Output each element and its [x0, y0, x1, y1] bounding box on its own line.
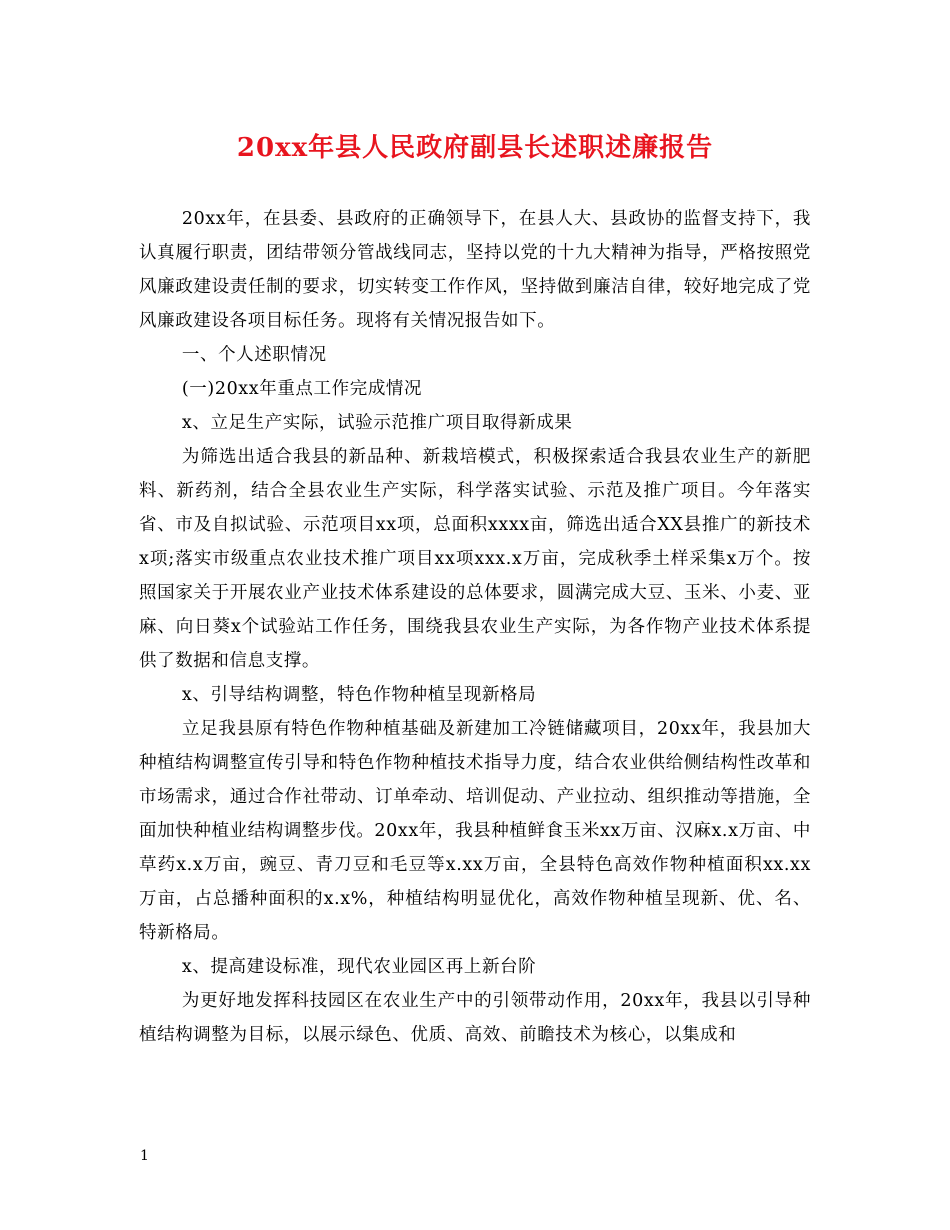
item-heading: x、引导结构调整，特色作物种植呈现新格局 — [181, 685, 537, 705]
document-body — [139, 202, 811, 1052]
item-heading: x、提高建设标准，现代农业园区再上新台阶 — [181, 957, 537, 977]
body-paragraph: 为更好地发挥科技园区在农业生产中的引领带动作用，20xx年，我县以引导种植结构调整为目标，以展示绿色、优质、高效、前瞻技术为核心，以集成和 — [139, 991, 811, 1045]
page-title: 20xx年县人民政府副县长述职述廉报告 — [236, 133, 714, 163]
body-paragraph: 立足我县原有特色作物种植基础及新建加工冷链储藏项目，20xx年，我县加大种植结构调整宣传引导和特色作物种植技术指导力度，结合农业供给侧结构性改革和市场需求，通过合作社带动、订单牵动、培训促动、产业拉动、组织推动等措施，全面加快种植业结构调整步伐。20xx年，我县种植鲜食玉米xx万亩、汉麻x.x万亩、中草药x.x万亩，豌豆、青刀豆和毛豆等x.xx万亩，全县特色高效作物种植面积xx.xx万亩，占总播种面积的x.x%，种植结构明显优化，高效作物种植呈现新、优、名、特新格局。 — [139, 719, 811, 943]
subsection-heading: (一)20xx年重点工作完成情况 — [181, 379, 423, 399]
intro-paragraph: 20xx年，在县委、县政府的正确领导下，在县人大、县政协的监督支持下，我认真履行职责，团结带领分管战线同志，坚持以党的十九大精神为指导，严格按照党风廉政建设责任制的要求，切实转变工作作风，坚持做到廉洁自律，较好地完成了党风廉政建设各项目标任务。现将有关情况报告如下。 — [139, 209, 811, 331]
page-number: 1 — [140, 1148, 149, 1164]
body-paragraph: 为筛选出适合我县的新品种、新栽培模式，积极探索适合我县农业生产的新肥料、新药剂，结合全县农业生产实际，科学落实试验、示范及推广项目。今年落实省、市及自拟试验、示范项目xx项，总面积xxxx亩，筛选出适合XX县推广的新技术x项;落实市级重点农业技术推广项目xx项xxx.x万亩，完成秋季土样采集x万个。按照国家关于开展农业产业技术体系建设的总体要求，圆满完成大豆、玉米、小麦、亚麻、向日葵x个试验站工作任务，围绕我县农业生产实际，为各作物产业技术体系提供了数据和信息支撑。 — [139, 447, 811, 671]
item-heading: x、立足生产实际，试验示范推广项目取得新成果 — [181, 413, 573, 433]
section-heading: 一、个人述职情况 — [181, 345, 327, 365]
